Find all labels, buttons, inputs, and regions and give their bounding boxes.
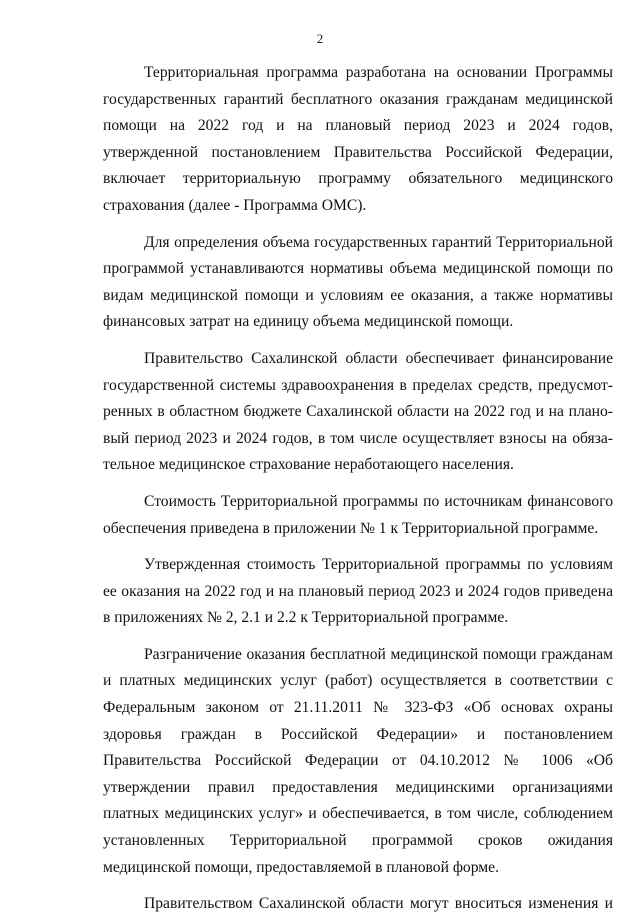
paragraph-volume-standards: Для определения объема государственных гарантий Территориальной программой устанавливаются нормативы объема медицинской помощи по видам медицинской помощи и условиям ее оказания, а также нормативы финансовых затрат на единицу объема медицинской помощи. xyxy=(103,233,613,331)
document-body xyxy=(103,60,613,918)
paragraph-program-basis: Территориальная программа разработана на основании Программы государственных гарантий бесплатного оказания гражданам медицинской помощи на 2022 год и на плановый период 2023 и 2024 годов, утвержденной постановлением Правительства Российской Федерации, включает территориальную программу обязательного медицинского страхования (далее - Программа ОМС). xyxy=(103,64,613,214)
paragraph-approved-cost: Утвержденная стоимость Территориальной программы по условиям ее оказания на 2022 год и на плановый период 2023 и 2024 годов приведена в приложениях № 2, 2.1 и 2.2 к Территориальной программе. xyxy=(103,556,613,627)
paragraph-government-financing: Правительство Сахалинской области обеспечивает финансирование государственной системы здравоохранения в пределах средств, предусмотренных в областном бюджете Сахалинской области на 2022 год и на плановый период 2023 и 2024 годов, в том числе осуществляет взносы на обязательное медицинское страхование неработающего населения. xyxy=(103,349,613,474)
paragraph-paid-services-distinction: Разграничение оказания бесплатной медицинской помощи гражданам и платных медицинских услуг (работ) осуществляется в соответствии с Федеральным законом от 21.11.2011 № 323-ФЗ «Об основах охраны здоровья граждан в Российской Федерации» и постановлением Правительства Российской Федерации от 04.10.2012 № 1006 «Об утверждении правил предоставления медицинскими организациями платных медицинских услуг» и обеспечивается, в том числе, соблюдением установленных Территориальной программой сроков ожидания медицинской помощи, предоставляемой в плановой форме. xyxy=(103,645,613,876)
paragraph-amendments: Правительством Сахалинской области могут вноситься изменения и xyxy=(144,895,613,913)
page-number: 2 xyxy=(316,31,324,46)
paragraph-cost-by-source: Стоимость Территориальной программы по источникам финансового обеспечения приведена в приложении № 1 к Территориальной программе. xyxy=(103,492,613,537)
